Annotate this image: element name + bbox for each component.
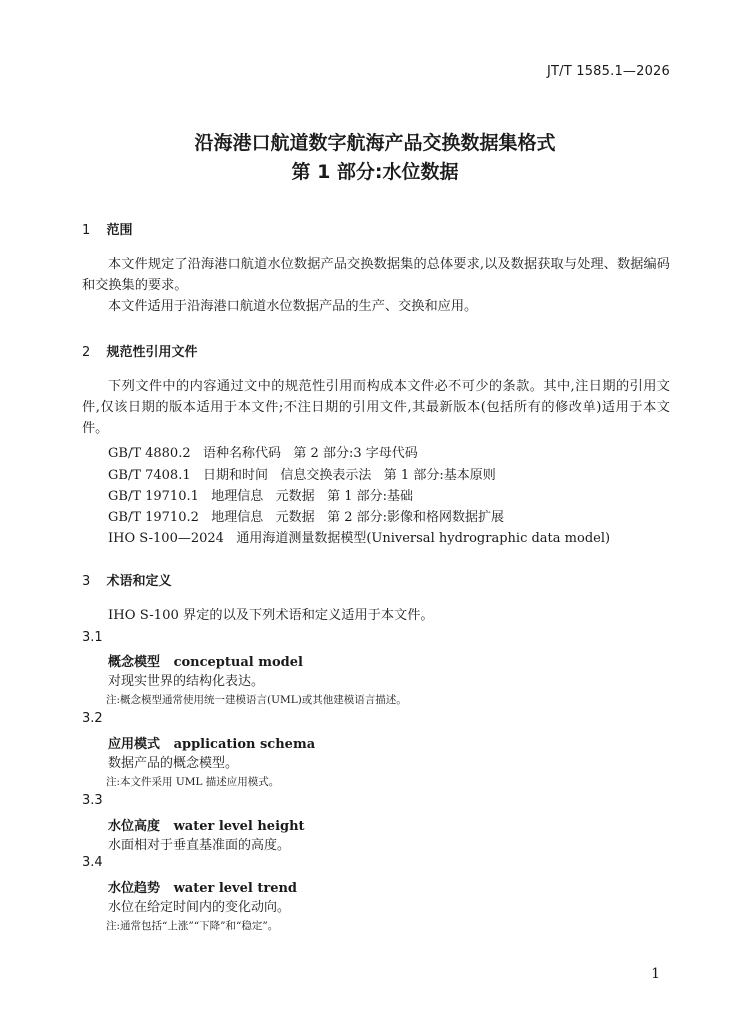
term-number: 3.2 xyxy=(82,711,103,726)
section-title: 规范性引用文件 xyxy=(106,345,198,360)
document-title-line1: 沿海港口航道数字航海产品交换数据集格式 xyxy=(194,132,556,154)
term-note: 注:概念模型通常使用统一建模语言(UML)或其他建模语言描述。 xyxy=(106,694,407,706)
section-1-heading xyxy=(82,219,133,238)
page-number: 1 xyxy=(651,966,660,982)
standard-code: JT/T 1585.1—2026 xyxy=(547,64,670,79)
reference-item: GB/T 19710.1 地理信息 元数据 第 1 部分:基础 xyxy=(108,489,413,504)
term-definition: 水面相对于垂直基准面的高度。 xyxy=(108,838,291,853)
section-1-paragraph-2: 本文件适用于沿海港口航道水位数据产品的生产、交换和应用。 xyxy=(108,299,478,314)
term-number: 3.1 xyxy=(82,630,103,645)
term-name: 水位趋势 water level trend xyxy=(108,881,298,896)
reference-item: GB/T 19710.2 地理信息 元数据 第 2 部分:影像和格网数据扩展 xyxy=(108,510,504,525)
term-definition: 数据产品的概念模型。 xyxy=(108,756,239,771)
term-definition: 水位在给定时间内的变化动向。 xyxy=(108,900,291,915)
section-title: 范围 xyxy=(106,223,133,238)
section-number: 2 xyxy=(82,345,91,360)
section-1-paragraph-1: 本文件规定了沿海港口航道水位数据产品交换数据集的总体要求,以及数据获取与处理、数据编码和交换集的要求。 xyxy=(82,257,670,293)
section-2-paragraph-1: 下列文件中的内容通过文中的规范性引用而构成本文件必不可少的条款。其中,注日期的引用文件,仅该日期的版本适用于本文件;不注日期的引用文件,其最新版本(包括所有的修改单)适用于本文件。 xyxy=(82,379,670,436)
reference-item: GB/T 7408.1 日期和时间 信息交换表示法 第 1 部分:基本原则 xyxy=(108,468,496,483)
section-title: 术语和定义 xyxy=(106,574,172,589)
reference-item: IHO S-100—2024 通用海道测量数据模型(Universal hydrographic data model) xyxy=(108,531,611,546)
term-note: 注:本文件采用 UML 描述应用模式。 xyxy=(106,776,280,788)
term-name: 水位高度 water level height xyxy=(108,819,305,834)
section-number: 3 xyxy=(82,574,91,589)
document-title-line2: 第 1 部分:水位数据 xyxy=(291,161,459,183)
section-3-heading xyxy=(82,570,172,589)
section-2-heading xyxy=(82,341,198,360)
section-3-paragraph-1: IHO S-100 界定的以及下列术语和定义适用于本文件。 xyxy=(108,608,434,623)
term-name: 应用模式 application schema xyxy=(108,737,316,752)
term-note: 注:通常包括“上涨”“下降”和“稳定”。 xyxy=(106,920,279,932)
term-number: 3.4 xyxy=(82,855,103,870)
section-number: 1 xyxy=(82,223,91,238)
term-definition: 对现实世界的结构化表达。 xyxy=(108,674,265,689)
term-number: 3.3 xyxy=(82,793,103,808)
term-name: 概念模型 conceptual model xyxy=(108,655,303,670)
reference-item: GB/T 4880.2 语种名称代码 第 2 部分:3 字母代码 xyxy=(108,446,418,461)
